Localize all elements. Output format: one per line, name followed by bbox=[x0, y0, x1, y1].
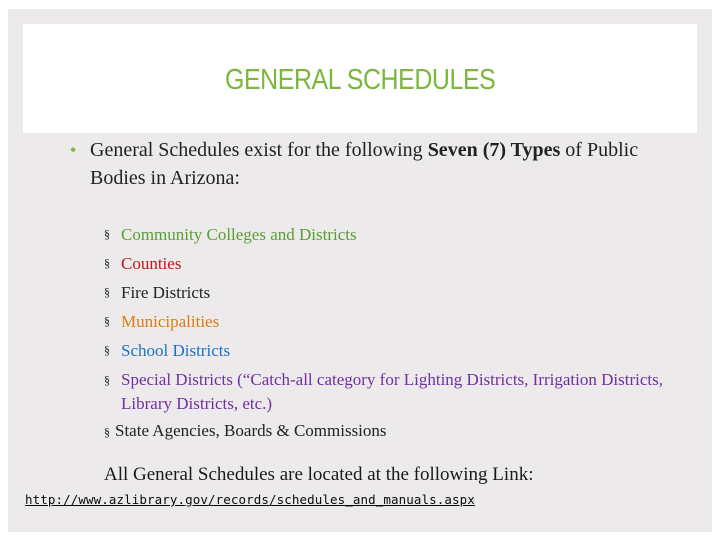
section-bullet-icon: § bbox=[104, 343, 110, 357]
list-item bbox=[106, 220, 666, 249]
schedules-link[interactable]: http://www.azlibrary.gov/records/schedules_and_manuals.aspx bbox=[25, 492, 475, 507]
main-bullet-bold: Seven (7) Types bbox=[427, 139, 561, 161]
section-bullet-icon: § bbox=[104, 373, 110, 387]
list-item bbox=[106, 336, 666, 365]
list-item-label: Municipalities bbox=[121, 312, 220, 331]
list-item bbox=[106, 278, 666, 307]
main-bullet-text bbox=[70, 136, 680, 192]
section-bullet-icon: § bbox=[104, 256, 110, 270]
main-bullet-suffix: of Public Bodies in Arizona: bbox=[90, 139, 639, 189]
link-intro: All General Schedules are located at the following Link: bbox=[104, 464, 534, 485]
section-bullet-icon: § bbox=[104, 425, 110, 439]
list-item-label: School Districts bbox=[121, 341, 231, 360]
list-item bbox=[106, 249, 666, 278]
bullet-dot-icon: • bbox=[70, 140, 77, 160]
extra-item bbox=[104, 416, 387, 447]
list-item-label: Counties bbox=[121, 254, 182, 273]
list-item-label: Fire Districts bbox=[121, 283, 211, 302]
list-item bbox=[106, 365, 666, 419]
section-bullet-icon: § bbox=[104, 285, 110, 299]
list-item-label: Special Districts (“Catch-all category for Lighting Districts, Irrigation Districts, Library Districts, etc.) bbox=[121, 370, 663, 413]
public-bodies-list bbox=[106, 220, 666, 419]
title-box bbox=[23, 24, 697, 133]
section-bullet-icon: § bbox=[104, 227, 110, 241]
extra-item-label: State Agencies, Boards & Commissions bbox=[115, 421, 387, 440]
slide-title: GENERAL SCHEDULES bbox=[224, 64, 496, 96]
list-item-label: Community Colleges and Districts bbox=[121, 225, 357, 244]
list-item bbox=[106, 307, 666, 336]
main-bullet-prefix: General Schedules exist for the following bbox=[90, 139, 428, 161]
main-bullet bbox=[70, 136, 680, 192]
section-bullet-icon: § bbox=[104, 314, 110, 328]
